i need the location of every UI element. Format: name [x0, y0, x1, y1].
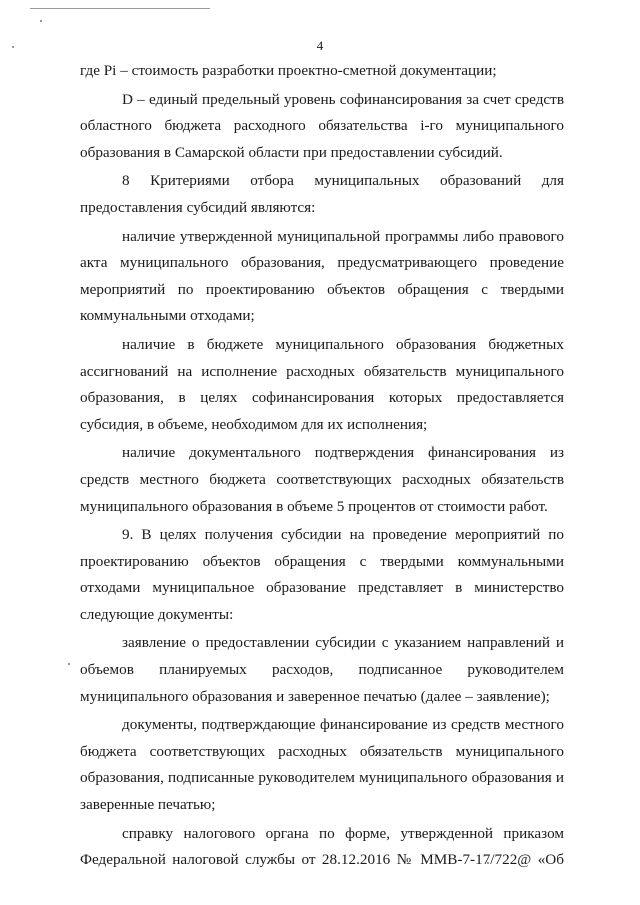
text-line: отходами муниципальное образование представляет в министерство	[80, 579, 564, 597]
text-line: D – единый предельный уровень софинансирования за счет средств	[122, 90, 564, 108]
text-line: предоставления субсидий являются:	[80, 198, 316, 216]
text-line: образования в Самарской области при предоставлении субсидий.	[80, 143, 503, 161]
text-line: справку налогового органа по форме, утвержденной приказом	[122, 824, 564, 842]
text-line: наличие в бюджете муниципального образования бюджетных	[122, 335, 564, 353]
page-number: 4	[316, 38, 324, 53]
text-line: где Pi – стоимость разработки проектно-сметной документации;	[80, 62, 497, 79]
text-line: проектированию объектов обращения с твердыми коммунальными	[80, 552, 564, 570]
text-line: бюджета соответствующих расходных обязательств муниципального	[80, 742, 564, 760]
scan-speck	[68, 663, 70, 665]
text-line: муниципального образования и заверенное печатью (далее – заявление);	[80, 687, 550, 705]
text-line: 9. В целях получения субсидии на проведение мероприятий по	[122, 526, 564, 544]
text-line: ассигнований на исполнение расходных обязательств муниципального	[80, 362, 564, 380]
text-line: документы, подтверждающие финансирование из средств местного	[122, 716, 564, 734]
text-line: 8 Критериями отбора муниципальных образований для	[122, 172, 564, 190]
text-line: наличие документального подтверждения финансирования из	[122, 444, 564, 462]
scan-artifact-line	[30, 8, 210, 9]
text-line: заявление о предоставлении субсидии с указанием направлений и	[122, 634, 564, 652]
text-line: акта муниципального образования, предусматривающего проведение	[80, 254, 564, 272]
text-line: образования, подписанные руководителем муниципального образования и	[80, 769, 564, 787]
text-line: мероприятий по проектированию объектов обращения с твердыми	[80, 280, 564, 298]
text-line: Федеральной налоговой службы от 28.12.2016 № ММВ-7-17/722@ «Об	[80, 851, 564, 869]
text-line: субсидия, в объеме, необходимом для их исполнения;	[80, 415, 428, 433]
text-line: областного бюджета расходного обязательства i-го муниципального	[80, 117, 564, 135]
text-line: коммунальными отходами;	[80, 307, 255, 325]
text-line: объемов планируемых расходов, подписанное руководителем	[80, 661, 564, 679]
text-line: наличие утвержденной муниципальной программы либо правового	[122, 227, 564, 245]
text-line: средств местного бюджета соответствующих расходных обязательств	[80, 470, 564, 488]
text-line: заверенные печатью;	[80, 796, 216, 814]
text-line: образования, в целях софинансирования которых предоставляется	[80, 389, 564, 407]
scan-speck	[40, 20, 42, 22]
text-line: муниципального образования в объеме 5 процентов от стоимости работ.	[80, 497, 548, 515]
text-line: следующие документы:	[80, 605, 234, 623]
document-body	[80, 58, 564, 874]
